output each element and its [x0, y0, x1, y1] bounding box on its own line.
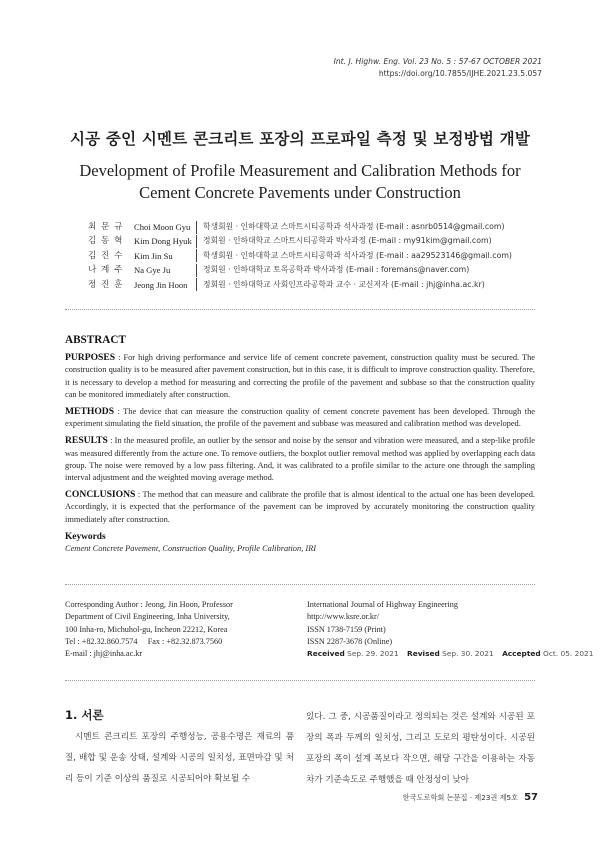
author-name-en: Kim Jin Su — [134, 250, 173, 261]
author-name-ko: 나 계 주 — [88, 265, 124, 276]
title-english — [0, 160, 600, 204]
abstract-heading: ABSTRACT — [65, 334, 126, 346]
corr-author: Corresponding Author : Jeong, Jin Hoon, Professor — [65, 600, 233, 609]
revised-date: Sep. 30. 2021 — [442, 649, 494, 659]
dotted-divider — [65, 680, 535, 681]
title-english-line2: Cement Concrete Pavements under Construction — [139, 183, 461, 202]
volume-info: Vol. 23 No. 5 : 57-67 OCTOBER 2021 — [402, 57, 542, 66]
methods-text: : The device that can measure the construction quality of cement concrete pavement has been developed. Through the experiment simulating the field situation, the profile of the pavement and subbase was measured and calibration method was developed. — [65, 407, 535, 429]
keywords-text: Cement Concrete Pavement, Construction Quality, Profile Calibration, IRI — [65, 544, 317, 554]
dotted-divider — [65, 584, 535, 585]
submission-dates — [307, 648, 599, 660]
author-name-ko: 최 문 규 — [88, 222, 124, 232]
author-divider — [196, 278, 197, 291]
author-name-en: Jeong Jin Hoon — [134, 279, 188, 290]
abstract-methods — [65, 406, 535, 430]
journal-name: International Journal of Highway Engineering — [307, 600, 458, 609]
author-name-en: Choi Moon Gyu — [134, 222, 191, 232]
author-divider — [196, 221, 197, 234]
page-footer — [403, 792, 538, 803]
author-row — [88, 278, 512, 292]
journal-url[interactable]: http://www.ksre.or.kr/ — [307, 612, 380, 622]
journal-info-block — [307, 599, 599, 660]
corr-address: 100 Inha-ro, Michuhol-gu, Incheon 22212, Korea — [65, 624, 228, 634]
doi-link[interactable]: https://doi.org/10.7855/IJHE.2021.23.5.057 — [378, 69, 542, 78]
author-divider — [196, 249, 197, 262]
footer-journal: 한국도로학회 논문집 · 제23권 제5호 — [402, 793, 519, 802]
abstract-conclusions — [65, 489, 535, 526]
title-english-line1: Development of Profile Measurement and Calibration Methods for — [79, 161, 521, 180]
corr-email: E-mail : jhj@inha.ac.kr — [65, 649, 143, 659]
author-name-ko: 김 진 수 — [88, 250, 124, 261]
author-name-ko: 김 동 혁 — [88, 236, 124, 247]
corr-department: Department of Civil Engineering, Inha University, — [65, 612, 230, 622]
results-text: : In the measured profile, an outlier by the sensor and noise by the sensor and vibration were measured, and a step-like profile was measured differently from the acture one. To remove outliers, the boxplot outlier removal method was applied by overlapping each data group. The noise were removed by a low pass filtering. And, it was calibrated to a profile similar to the acture one through the sampling interval adjustment and the weighted moving average method. — [65, 436, 535, 483]
journal-header — [334, 56, 542, 80]
accepted-date: Oct. 05. 2021 — [543, 649, 594, 659]
page-number: 57 — [524, 792, 538, 803]
intro-right-column: 있다. 그 중, 시공품질이라고 정의되는 것은 설계와 시공된 포장의 폭과 두께의 일치성, 그리고 도로의 평탄성이다. 시공된 포장의 폭이 설계 폭보다 작으면, 해당 구간을 이용하는 자동차가 기준속도로 주행했을 때 안정성이 낮아 — [306, 712, 535, 785]
author-affiliation: 정회원 · 인하대학교 토목공학과 박사과정 (E-mail : foremans@naver.com) — [203, 265, 470, 275]
purposes-text: : For high driving performance and service life of cement concrete pavement, construction quality must be secured. The construction quality is to be measured after pavement construction, but in this case, it is difficult to improve construction quality. Therefore, it is necessary to develop a method for measuring and correcting the profile of the pavement and subbase so that the construction quality can be monitored immediately after construction. — [65, 353, 535, 399]
methods-label: METHODS — [65, 406, 115, 418]
section-heading-intro: 1. 서론 — [65, 708, 104, 722]
author-affiliation: 정회원 · 인하대학교 스마트시티공학과 박사과정 (E-mail : my91kim@gmail.com) — [203, 236, 492, 246]
author-row — [88, 263, 512, 277]
author-name-en: Kim Dong Hyuk — [134, 236, 192, 247]
received-label: Received — [307, 649, 345, 659]
author-list — [88, 220, 512, 292]
issn-print: ISSN 1738-7159 (Print) — [307, 624, 386, 634]
author-affiliation: 학생회원 · 인하대학교 스마트시티공학과 석사과정 (E-mail : asnrb0514@gmail.com) — [203, 222, 505, 231]
author-affiliation: 정회원 · 인하대학교 사회인프라공학과 교수 · 교신저자 (E-mail : jhj@inha.ac.kr) — [203, 279, 485, 289]
received-date: Sep. 29. 2021 — [347, 649, 399, 659]
conclusions-text: : The method that can measure and calibrate the profile that is almost identical to the actual one has been developed. Accordingly, it is expected that the performance of the pavement can be improved by accurately monitoring the construction quality immediately after construction. — [65, 490, 535, 524]
conclusions-label: CONCLUSIONS — [65, 489, 136, 501]
corresponding-author-block — [65, 599, 233, 660]
author-row — [88, 220, 512, 234]
revised-label: Revised — [407, 649, 440, 659]
keywords-heading: Keywords — [65, 531, 106, 542]
abstract-results — [65, 435, 535, 484]
journal-abbrev: Int. J. Highw. Eng. — [333, 57, 401, 66]
intro-left-column: 시멘트 콘크리트 포장의 주행성능, 공용수명은 재료의 품질, 배합 및 운송 상태, 설계와 시공의 일치성, 표면마감 및 처리 등이 기준 이상의 품질로 시공되어야 확보될 수 — [65, 732, 294, 784]
author-row — [88, 249, 512, 263]
author-divider — [196, 235, 197, 248]
abstract-purposes — [65, 352, 535, 401]
author-row — [88, 234, 512, 248]
issn-online: ISSN 2287-3678 (Online) — [307, 636, 393, 646]
author-divider — [196, 264, 197, 277]
author-name-en: Na Gye Ju — [134, 265, 171, 276]
accepted-label: Accepted — [502, 649, 541, 659]
results-label: RESULTS — [65, 435, 108, 447]
author-name-ko: 정 진 훈 — [88, 279, 124, 290]
dotted-divider — [65, 309, 535, 310]
abstract-section — [65, 334, 535, 555]
author-affiliation: 학생회원 · 인하대학교 스마트시티공학과 석사과정 (E-mail : aa29523146@gmail.com) — [203, 250, 512, 260]
corr-phone: Tel : +82.32.860.7574 Fax : +82.32.873.7560 — [65, 636, 223, 646]
purposes-label: PURPOSES — [65, 352, 116, 364]
title-korean: 시공 중인 시멘트 콘크리트 포장의 프로파일 측정 및 보정방법 개발 — [69, 129, 531, 148]
